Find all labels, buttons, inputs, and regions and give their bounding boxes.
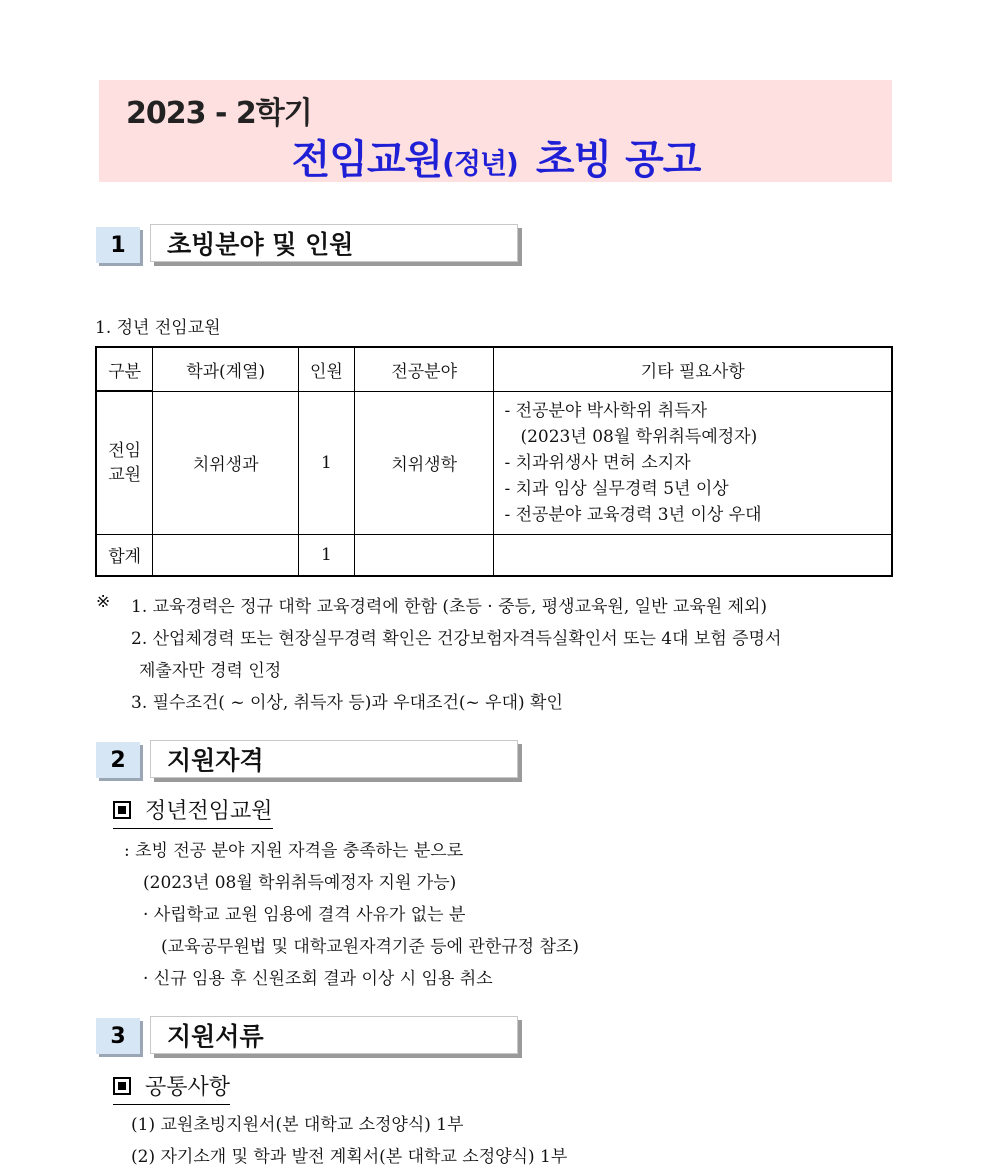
subheading-text: 공통사항 <box>145 1075 231 1100</box>
recruitment-table <box>95 346 893 577</box>
requirement-item: - 치과 임상 실무경력 5년 이상 <box>504 478 729 499</box>
qual-line: · 사립학교 교원 임용에 결격 사유가 없는 분 <box>143 905 466 925</box>
section-2-title: 지원자격 <box>150 740 518 778</box>
category-line-1: 전임 <box>108 440 142 461</box>
section-3-subheading <box>113 1070 230 1105</box>
qual-line: (교육공무원법 및 대학교원자격기준 등에 관한규정 참조) <box>161 937 579 957</box>
semester-label: 2023 - 2학기 <box>126 96 312 131</box>
header-major: 전공분야 <box>354 347 494 391</box>
page-title <box>0 128 992 185</box>
total-major <box>354 534 494 576</box>
title-tail-2: 공고 <box>625 137 701 183</box>
row-major: 치위생학 <box>354 391 494 534</box>
list-title: 1. 정년 전임교원 <box>95 318 221 338</box>
section-3-title: 지원서류 <box>150 1016 518 1054</box>
category-line-2: 교원 <box>108 464 142 485</box>
section-2-number: 2 <box>96 742 140 778</box>
section-1-number: 1 <box>96 227 140 263</box>
section-1-title: 초빙분야 및 인원 <box>150 224 518 262</box>
row-count: 1 <box>298 391 354 534</box>
row-department: 치위생과 <box>153 391 299 534</box>
requirement-item: (2023년 08월 학위취득예정자) <box>520 426 758 447</box>
header-requirements: 기타 필요사항 <box>494 347 892 391</box>
total-label: 합계 <box>96 534 153 576</box>
square-bullet-icon <box>113 1077 131 1095</box>
document-item: (2) 자기소개 및 학과 발전 계획서(본 대학교 소정양식) 1부 <box>131 1147 568 1167</box>
header-department: 학과(계열) <box>153 347 299 391</box>
qual-line: · 신규 임용 후 신원조회 결과 이상 시 임용 취소 <box>143 969 493 989</box>
document-item: (1) 교원초빙지원서(본 대학교 소정양식) 1부 <box>131 1115 464 1135</box>
qual-line: : 초빙 전공 분야 지원 자격을 충족하는 분으로 <box>124 841 464 861</box>
title-tail-1: 초빙 <box>535 137 612 183</box>
subheading-text: 정년전임교원 <box>145 799 273 824</box>
section-2-subheading <box>113 794 273 829</box>
title-paren: (정년) <box>442 147 518 180</box>
requirement-item: - 전공분야 교육경력 3년 이상 우대 <box>504 504 762 525</box>
header-category: 구분 <box>96 347 153 391</box>
square-bullet-icon <box>113 801 131 819</box>
note-3: 3. 필수조건( ~ 이상, 취득자 등)과 우대조건(~ 우대) 확인 <box>131 693 563 713</box>
requirement-item: - 치과위생사 면허 소지자 <box>504 452 691 473</box>
note-2-cont: 제출자만 경력 인정 <box>139 661 282 681</box>
header-count: 인원 <box>298 347 354 391</box>
row-requirements <box>494 391 892 534</box>
requirement-item: - 전공분야 박사학위 취득자 <box>504 400 708 421</box>
title-main: 전임교원 <box>291 137 443 183</box>
note-2: 2. 산업체경력 또는 현장실무경력 확인은 건강보험자격득실확인서 또는 4대 보험 증명서 <box>131 629 782 649</box>
note-1: 1. 교육경력은 정규 대학 교육경력에 한함 (초등 · 중등, 평생교육원, 일반 교육원 제외) <box>131 597 768 617</box>
section-3-number: 3 <box>96 1018 140 1054</box>
total-requirements <box>494 534 892 576</box>
qual-line: (2023년 08월 학위취득예정자 지원 가능) <box>143 873 457 893</box>
note-mark: ※ <box>96 592 111 612</box>
total-department <box>153 534 299 576</box>
row-category <box>96 391 153 534</box>
total-count: 1 <box>298 534 354 576</box>
